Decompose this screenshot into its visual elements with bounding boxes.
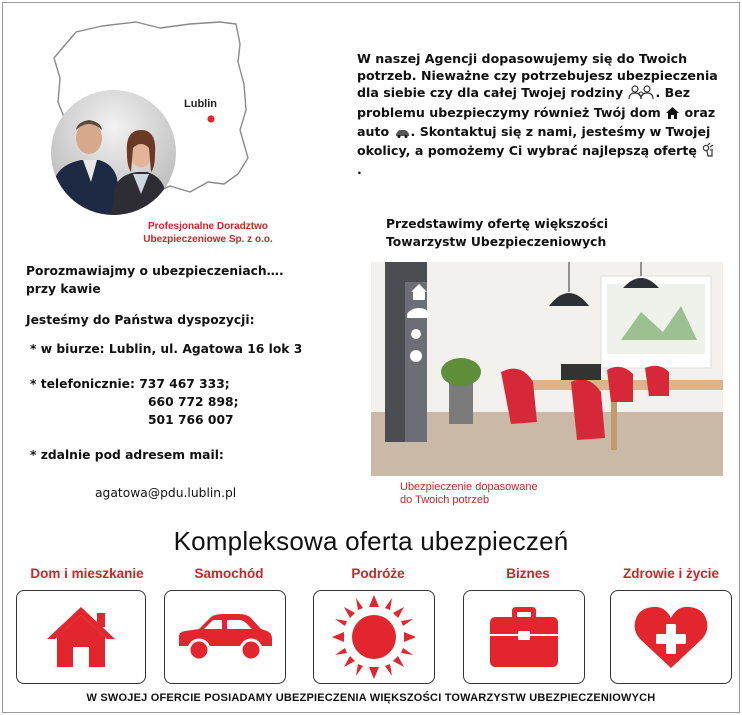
intro-part5: . <box>357 162 362 178</box>
availability-text: Jesteśmy do Państwa dyspozycji: <box>26 313 255 327</box>
category-travel-label: Podróże <box>351 566 405 581</box>
ok-hand-icon <box>702 143 714 161</box>
photo-caption-line2: do Twoich potrzeb <box>400 494 490 506</box>
phone-line3: 501 766 007 <box>148 413 234 427</box>
intro-part2: . Bez problemu ubezpieczymy również Twój dom <box>357 85 691 120</box>
intro-part1: W naszej Agencji dopasowujemy się do Twoich potrzeb. Nieważne czy potrzebujesz ubezpieczenia dla siebie czy dla całej Twojej rodziny <box>357 51 718 101</box>
offer-title: Kompleksowa oferta ubezpieczeń <box>173 526 569 556</box>
lublin-marker <box>207 115 214 122</box>
office-address: * w biurze: Lublin, ul. Agatowa 16 lok 3 <box>30 342 303 356</box>
category-home-label: Dom i mieszkanie <box>30 566 144 581</box>
home-small-icon <box>666 106 679 123</box>
photo-caption <box>400 481 620 507</box>
remote-text: * zdalnie pod adresem mail: <box>30 448 224 462</box>
team-photo <box>51 90 176 215</box>
car-small-icon <box>395 125 410 142</box>
office-photo <box>371 262 723 476</box>
intro-paragraph <box>357 50 719 178</box>
company-name <box>128 220 288 246</box>
talk-line2: przy kawie <box>26 282 101 296</box>
category-business[interactable] <box>463 566 593 581</box>
category-business-box[interactable] <box>463 590 585 684</box>
offer-headline-line1: Przedstawimy ofertę większości <box>386 217 609 231</box>
footer-note: W SWOJEJ OFERCIE POSIADAMY UBEZPIECZENIA WIĘKSZOŚCI TOWARZYSTW UBEZPIECZENIOWYCH <box>86 692 656 704</box>
city-label: Lublin <box>184 98 217 110</box>
category-car[interactable] <box>164 566 294 581</box>
category-health-box[interactable] <box>610 590 732 684</box>
talk-heading <box>26 262 284 298</box>
phone-line2: 660 772 898; <box>148 395 239 409</box>
briefcase-icon <box>488 605 560 669</box>
company-name-line1: Profesjonalne Doradztwo <box>147 221 268 232</box>
category-travel[interactable] <box>313 566 443 581</box>
car-icon <box>175 612 275 662</box>
sun-icon <box>332 595 416 679</box>
email-link[interactable]: agatowa@pdu.lublin.pl <box>95 486 237 500</box>
intro-part4: . Skontaktuj się z nami, jesteśmy w Twojej okolicy, a pomożemy Ci wybrać najlepszą ofertę <box>357 123 711 159</box>
photo-caption-line1: Ubezpieczenie dopasowane <box>400 481 538 493</box>
category-travel-box[interactable] <box>313 590 435 684</box>
category-health[interactable] <box>608 566 734 581</box>
category-car-label: Samochód <box>194 566 264 581</box>
intro-part3: oraz auto <box>357 104 716 139</box>
offer-headline <box>386 215 716 251</box>
family-icon <box>628 85 654 103</box>
category-business-label: Biznes <box>506 566 550 581</box>
talk-line1: Porozmawiajmy o ubezpieczeniach…. <box>26 264 284 278</box>
offer-headline-line2: Towarzystw Ubezpieczeniowych <box>386 235 607 249</box>
house-icon <box>45 605 117 669</box>
category-home-box[interactable] <box>16 590 146 684</box>
category-home[interactable] <box>12 566 162 581</box>
company-name-line2: Ubezpieczeniowe Sp. z o.o. <box>143 234 273 245</box>
phone-line1: * telefonicznie: 737 467 333; <box>30 377 230 391</box>
category-car-box[interactable] <box>164 590 286 684</box>
heart-cross-icon <box>633 604 709 670</box>
category-health-label: Zdrowie i życie <box>622 566 720 581</box>
